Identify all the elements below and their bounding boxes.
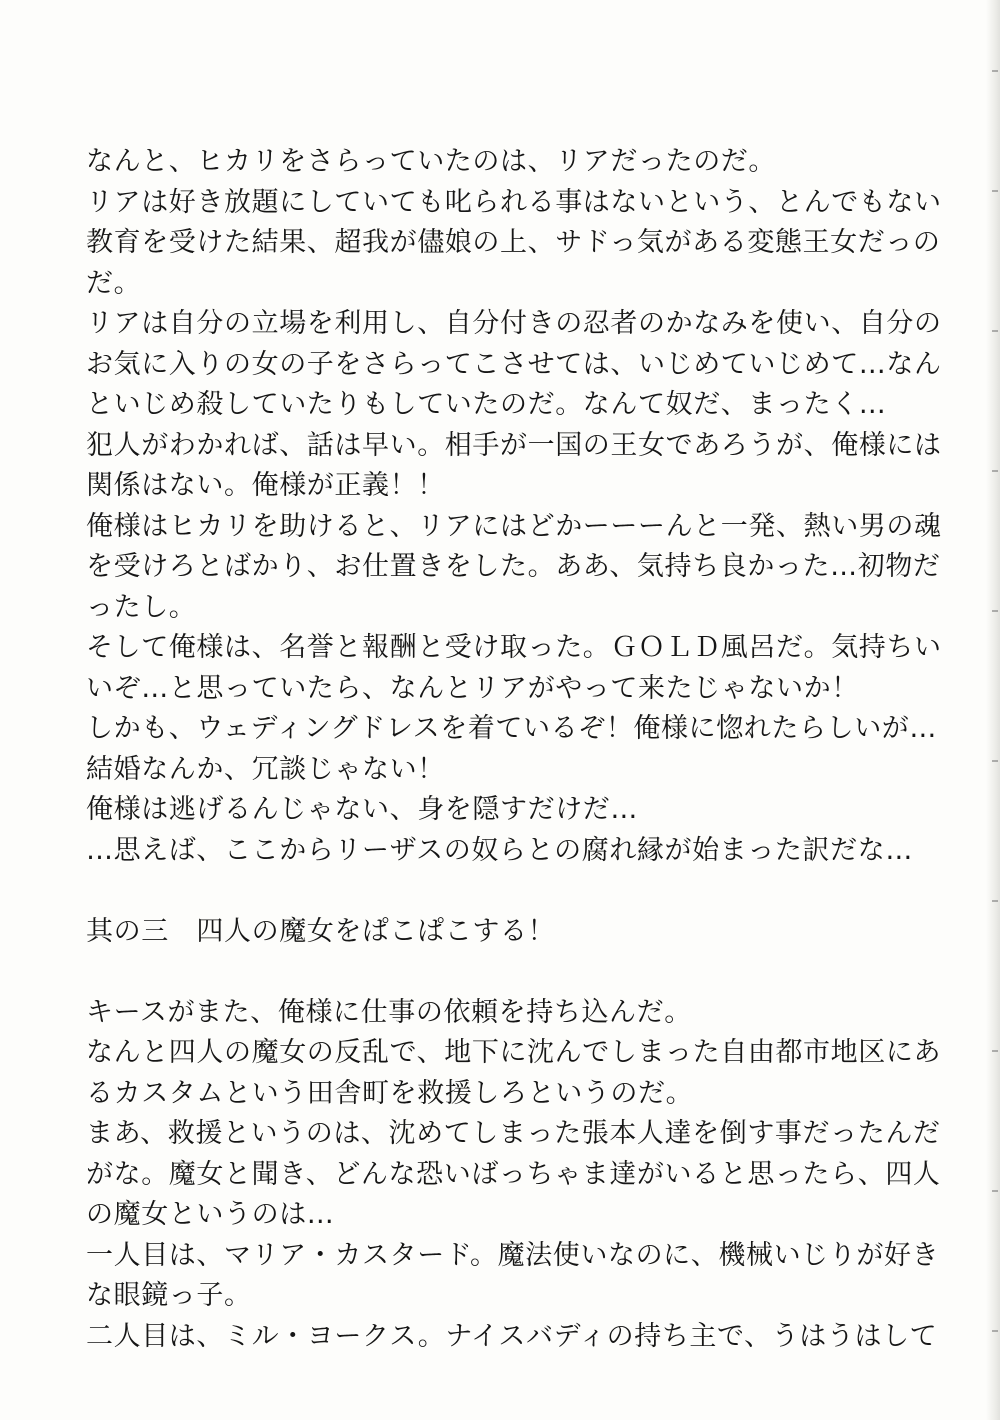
paragraph-line: いぞ…と思っていたら、なんとリアがやって来たじゃないか！ [86, 672, 859, 704]
edge-mark [992, 470, 998, 472]
paragraph-line: …思えば、ここからリーザスの奴らとの腐れ縁が始まった訳だな… [86, 834, 913, 866]
section-heading: 其の三 四人の魔女をぱこぱこする！ [86, 915, 556, 947]
paragraph-line: なんと、ヒカリをさらっていたのは、リアだったのだ。 [86, 146, 776, 177]
paragraph-line: リアは自分の立場を利用し、自分付きの忍者のかなみを使い、自分の [86, 308, 942, 339]
edge-mark [992, 1190, 998, 1192]
paragraph-line: しかも、ウェディングドレスを着ているぞ！俺様に惚れたらしいが… [86, 713, 938, 744]
edge-mark [992, 610, 998, 612]
paragraph-line: 結婚なんか、冗談じゃない！ [86, 753, 445, 785]
paragraph-line: るカスタムという田舎町を救援しろというのだ。 [86, 1077, 694, 1109]
paragraph-line: な眼鏡っ子。 [86, 1280, 252, 1311]
paragraph-line: そして俺様は、名誉と報酬と受け取った。ＧＯＬＤ風呂だ。気持ちい [86, 632, 942, 663]
paragraph-line: キースがまた、俺様に仕事の依頼を持ち込んだ。 [86, 996, 692, 1028]
paragraph-line: ったし。 [86, 591, 197, 623]
edge-mark [992, 760, 998, 762]
paragraph-line: 二人目は、ミル・ヨークス。ナイスバディの持ち主で、うはうはして [86, 1320, 938, 1352]
page-edge [986, 0, 1000, 1420]
body-text [86, 142, 946, 1357]
paragraph-line: まあ、救援というのは、沈めてしまった張本人達を倒す事だったんだ [86, 1118, 941, 1149]
section-spacer [86, 952, 946, 993]
paragraph-line: 一人目は、マリア・カスタード。魔法使いなのに、機械いじりが好き [86, 1239, 940, 1271]
edge-mark [992, 70, 998, 72]
paragraph-line: 関係はない。俺様が正義！！ [86, 470, 445, 501]
paragraph-line: の魔女というのは… [86, 1199, 335, 1230]
edge-mark [992, 1330, 998, 1332]
paragraph-line: だ。 [86, 267, 142, 299]
edge-mark [992, 190, 998, 192]
paragraph-line: なんと四人の魔女の反乱で、地下に沈んでしまった自由都市地区にあ [86, 1037, 942, 1068]
paragraph-line: 俺様はヒカリを助けると、リアにはどかーーーんと一発、熱い男の魂 [86, 510, 942, 542]
edge-mark [992, 1050, 998, 1052]
paragraph-line: お気に入りの女の子をさらってこさせては、いじめていじめて…なん [86, 348, 942, 380]
edge-mark [992, 330, 998, 332]
paragraph-line: リアは好き放題にしていても叱られる事はないという、とんでもない [86, 186, 942, 218]
paragraph-line: 俺様は逃げるんじゃない、身を隠すだけだ… [86, 794, 638, 825]
paragraph-line: 教育を受けた結果、超我が儘娘の上、サドっ気がある変態王女だっの [86, 227, 941, 258]
paragraph-line: がな。魔女と聞き、どんな恐いばっちゃま達がいると思ったら、四人 [86, 1158, 941, 1190]
section-spacer [86, 871, 946, 912]
edge-mark [992, 900, 998, 902]
paragraph-line: 犯人がわかれば、話は早い。相手が一国の王女であろうが、俺様には [86, 429, 942, 461]
paragraph-line: を受けろとばかり、お仕置きをした。ああ、気持ち良かった…初物だ [86, 551, 941, 582]
paragraph-line: といじめ殺していたりもしていたのだ。なんて奴だ、まったく… [86, 389, 887, 420]
